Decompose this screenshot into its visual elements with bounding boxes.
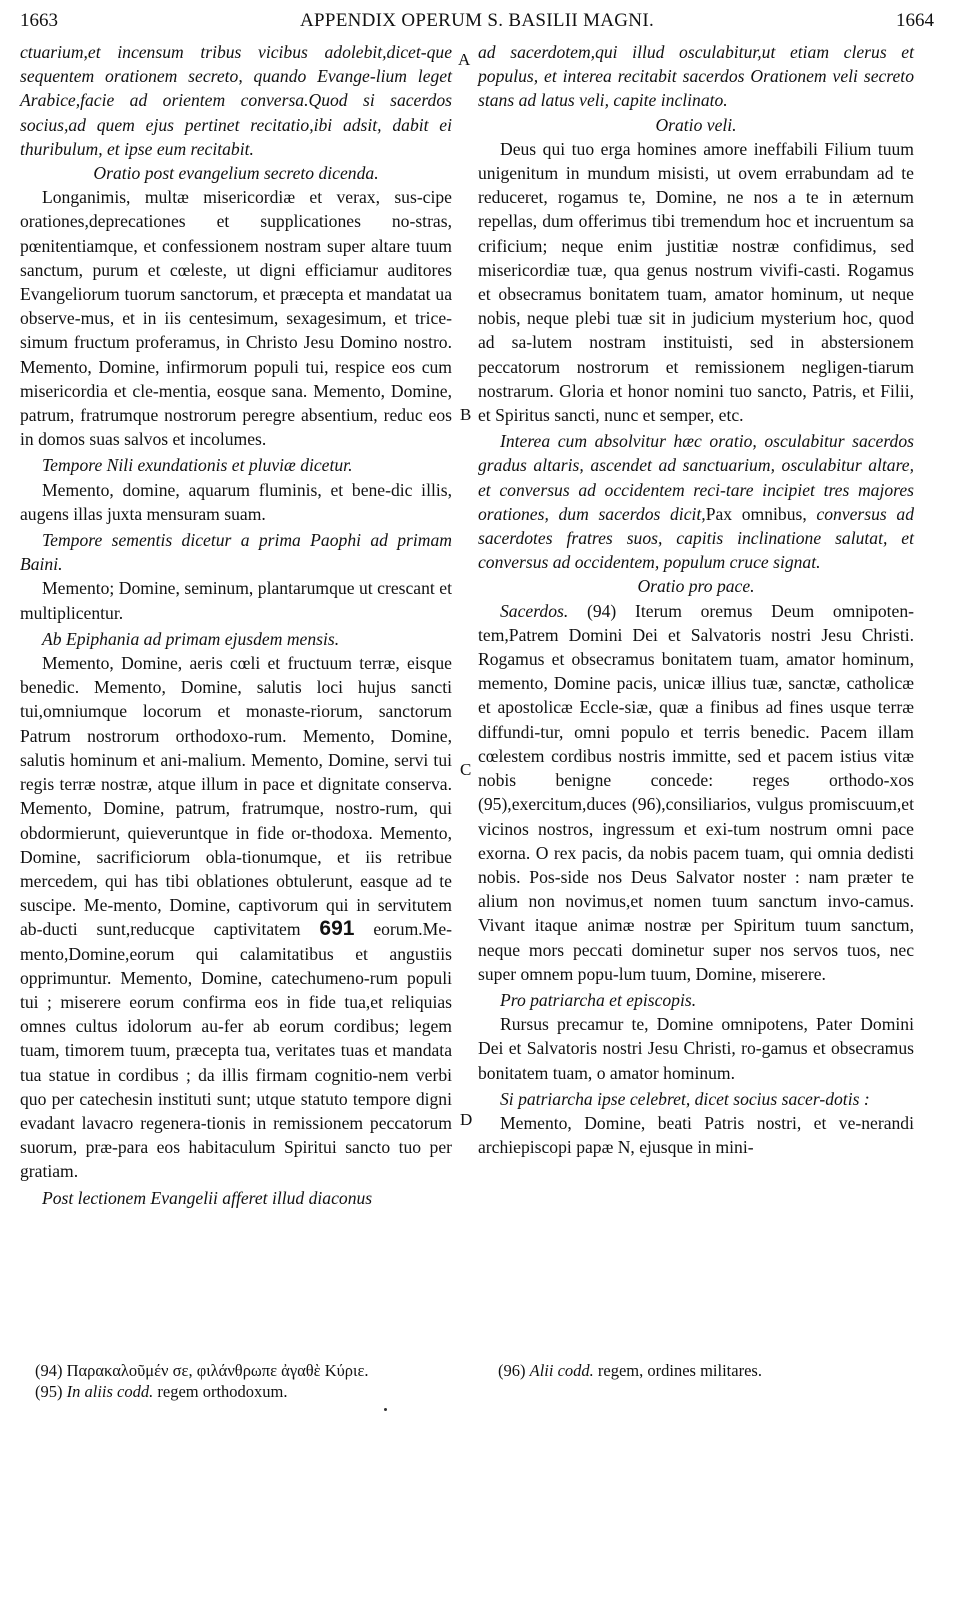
footnote-94: (94) Παρακαλοῦμέν σε, φιλάνθρωπε ἀγαθὲ Κύριε. [35, 1361, 369, 1380]
rubric-paragraph [478, 429, 914, 574]
margin-letter-c: C [460, 760, 472, 779]
prayer-paragraph: Memento; Domine, seminum, plantarumque ut crescant et multiplicentur. [20, 578, 452, 623]
footnotes-left [35, 1360, 455, 1402]
page-number-right: 1664 [896, 10, 934, 31]
page-header [20, 10, 934, 38]
section-heading: Oratio veli. [655, 114, 737, 135]
prayer-text: (94) Iterum oremus Deum omnipoten-tem,Patrem Domini Dei et Salvatoris nostri Jesu Christi. Rogamus et obsecramus bonitatem tuam, amator hominum, memento, Domine pacis, unicæ illius tuæ, sanctæ, catholicæ et apostolicæ Eccle-siæ, quæ a finibus ad fines usque terræ diffundi-tur, omni populo et terris benedic. Pacem illam cœlestem cordibus nostris immitte, sed et pacem istius vitæ nobis benigne concede: reges orthodo-xos (95),exercitum,duces (96),consiliarios, vulgus promiscuum,et vicinos nostros, ingressum et exi-tum nostrum omni pace exorna. O rex pacis, da nobis pacem tuam, qui omnia dedisti nobis. Pos-side nos Deus Salvator noster : nam præter te alium non novimus,et nomen tuum sanctum invo-camus. Vivant itaque animæ nostræ per Spiritum tuum sanctum, neque mors peccati dominetur super nos servos tuos, nec super omnem popu-lum tuum, Domine, miserere. [478, 600, 914, 984]
speaker-label: Sacerdos. [500, 600, 569, 621]
prayer-text: eorum.Me-mento,Domine,eorum qui calamitatibus et angustiis opprimuntur. Memento, Domine, catechumeno-rum populi tui ; miserere eorum confirma eos in fide tua,et reliquias omnes cultus idolorum au-fer ab eorum cordibus; legem tuam, timorem tuum, præcepta tua, veritates tuas et mandata tua statue in cordibus ; da illis firmam cognitio-nem verbi quo per catechesin instituti sunt; utque statuto tempore digni evadant lavacro regenera-tionis in remissionem peccatorum suorum, præ-para eos habitaculum Spiritui sancto tuo per gratiam. [20, 919, 452, 1182]
margin-letter-d: D [460, 1110, 473, 1129]
footnote-96 [498, 1360, 918, 1381]
prayer-paragraph: Longanimis, multæ misericordiæ et verax, sus-cipe orationes,deprecationes et supplicationes no-stras, pœnitentiamque, et confessionem nostram super altare tuum sanctum, purum et cœleste, ut digni efficiamur auditores Evangeliorum tuorum sanctorum, et præcepta et mandatat ua observe-mus, et in iis centesimum, sexagesimum, et trice-simum fructum proferamus, in Christo Jesu Domino nostro. Memento, Domine, infirmorum populi tui, respice eos cum misericordia et cle-mentia, eosque sana. Memento, Domine, patrum, fratrumque nostrorum peregre absentium, reduc eos in domos suas salvos et incolumes. [20, 187, 452, 450]
print-speck [384, 1408, 387, 1411]
margin-letter-b: B [460, 405, 472, 424]
footnote-text: regem orthodoxum. [157, 1382, 288, 1401]
margin-letter-a: A [458, 50, 471, 69]
page-number-left: 1663 [20, 10, 58, 31]
running-title: APPENDIX OPERUM S. BASILII MAGNI. [299, 10, 655, 31]
section-heading: Ab Epiphania ad primam ejusdem mensis. [42, 628, 340, 649]
rubric-text: Interea cum absolvitur hæc oratio, osculabitur sacerdos gradus altaris, ascendet ad sanctuarium, osculabitur altare, et conversus ad occidentem reci-tare incipiet tres majores orationes, dum sacerdos dicit, [478, 431, 914, 524]
prayer-text: Memento, Domine, aeris cœli et fructuum terræ, eisque benedic. Memento, Domine, salutis loci hujus sancti tui,omniumque locorum et monaste-riorum, sanctorum Patrum nostrorum orthodoxo-rum. Memento, Domine, salutis hominum et ani-malium. Memento, Domine, servi tui regis terræ nostræ, atque illum in pace et dignitate conserva. Memento, Domine, patrum, fratrumque, nostro-rum, qui obdormierunt, quieveruntque in fide or-thodoxa. Memento, Domine, sacrificiorum obla-tionumque, et iis retribue mercedem, qui has tibi oblationes obtulerunt, easque ad te suscipe. Me-mento, Domine, captivorum qui in servitutem ab-ducti sunt,reducque captivitatem [20, 653, 452, 940]
section-heading: Oratio pro pace. [637, 576, 755, 597]
prayer-paragraph [20, 651, 452, 1183]
prayer-paragraph: Memento, domine, aquarum fluminis, et bene-dic illis, augens illas juxta mensuram suam. [20, 479, 452, 524]
footnote-source: Alii codd. [529, 1361, 594, 1380]
column-number: 691 [319, 917, 355, 941]
rubric-text: conversus ad sacerdotes fratres suos, capitis inclinatione salutat, et conversus ad occidentem, populum cruce signat. [478, 503, 914, 573]
prayer-paragraph: Deus qui tuo erga homines amore ineffabili Filium tuum unigenitum in mundum misisti, ut ovem errabundam ad te reduceret, rogamus te, Domine, ne nos a te in æternum repellas, dum offerimus tibi tremendum hoc et incruentum sa crificium; neque enim justitiæ nostræ confidimus, sed misericordiæ tuæ, qua genus nostrum vivifi-casti. Rogamus et obsecramus bonitatem tuam, amator hominum, ut neque nobis, neque plebi tuæ sit in judicium mysterium hoc, quod ad sa-lutem nostram instituisti, sed in abstersionem peccatorum nostrorum et remissionem negligen-tiarum nostrarum. Gloria et honor nomini tuo sancto, Patris, et Filii, et Spiritus sancti, nunc et semper, etc. [478, 138, 914, 426]
section-heading: Pro patriarcha et episcopis. [500, 989, 697, 1010]
footnote-text: regem, ordines militares. [597, 1361, 762, 1380]
rubric-paragraph: ctuarium,et incensum tribus vicibus adolebit,dicet-que sequentem orationem secreto, quando Evange-lium leget Arabice,facie ad orientem conversa.Quod si sacerdos socius,ad quem ejus pertinet recitatio,ibi adsit, dabit ei thuribulum, et ipse eum recitabit. [20, 42, 452, 159]
rubric-plain-text: Pax omnibus, [705, 503, 807, 524]
section-heading: Oratio post evangelium secreto dicenda. [93, 163, 379, 184]
left-column [20, 40, 452, 1210]
footnote-number: (96) [498, 1361, 526, 1380]
prayer-paragraph: Memento, Domine, beati Patris nostri, et ve-nerandi archiepiscopi papæ N, ejusque in mini- [478, 1112, 914, 1158]
footnote-source: In aliis codd. [66, 1382, 154, 1401]
section-heading: Tempore Nili exundationis et pluviæ dicetur. [42, 455, 353, 476]
footnote-95 [35, 1381, 455, 1402]
prayer-paragraph: Rursus precamur te, Domine omnipotens, Pater Domini Dei et Salvatoris nostri Jesu Christi, ro-gamus et obsecramus bonitatem tuam, o amator hominum. [478, 1014, 914, 1083]
prayer-paragraph [478, 599, 914, 986]
rubric-paragraph: ad sacerdotem,qui illud osculabitur,ut etiam clerus et populus, et interea recitabit sacerdos Orationem veli secreto stans ad latus veli, capite inclinato. [478, 42, 914, 111]
rubric-paragraph: Post lectionem Evangelii afferet illud diaconus [42, 1187, 373, 1208]
footnote-number: (95) [35, 1382, 63, 1401]
right-column [478, 40, 914, 1159]
section-heading: Tempore sementis dicetur a prima Paophi ad primam Baini. [20, 530, 452, 575]
footnotes-right [498, 1360, 918, 1381]
rubric-paragraph: Si patriarcha ipse celebret, dicet socius sacer-dotis : [500, 1088, 870, 1109]
